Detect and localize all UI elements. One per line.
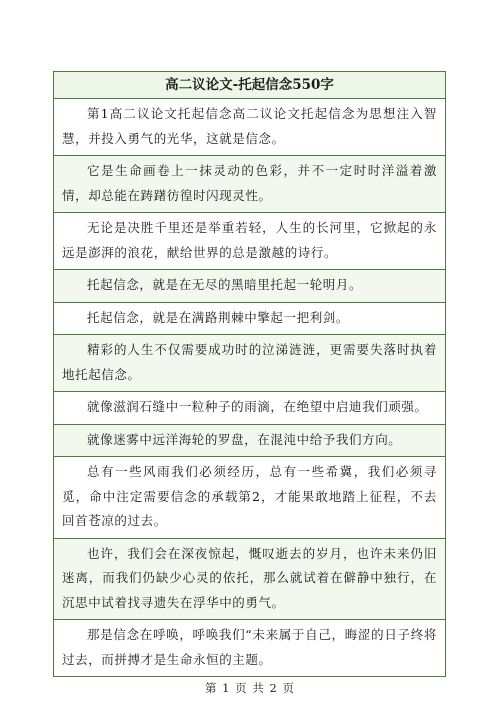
essay-title: 高二议论文-托起信念550字 [54, 72, 446, 99]
paragraph-row [54, 335, 446, 392]
paragraph-9: 总有一些风雨我们必须经历，总有一些希冀，我们必须寻觅，命中注定需要信念的承载第2，才能果敢地踏上征程，不去回首苍凉的过去。 [62, 464, 437, 528]
paragraph-row [54, 213, 446, 270]
paragraph-4: 托起信念，就是在无尽的黑暗里托起一轮明月。 [87, 277, 363, 292]
paragraph-3: 无论是决胜千里还是举重若轻，人生的长河里，它掀起的永远是澎湃的浪花，献给世界的总是激越的诗行。 [62, 220, 437, 260]
paragraph-2: 它是生命画卷上一抹灵动的色彩，并不一定时时洋溢着激情，却总能在踌躇彷徨时闪现灵性。 [62, 163, 437, 203]
paragraph-7: 就像滋润石缝中一粒种子的雨滴，在绝望中启迪我们顽强。 [87, 399, 428, 414]
paragraph-row [54, 620, 446, 677]
paragraph-1: 第1高二议论文托起信念高二议论文托起信念为思想注入智慧，并投入勇气的光华，这就是信念。 [62, 106, 437, 146]
paragraph-8: 就像迷雾中远洋海轮的罗盘，在混沌中给予我们方向。 [87, 431, 402, 447]
paragraph-6: 精彩的人生不仅需要成功时的泣涕涟涟，更需要失落时执着地托起信念。 [62, 342, 437, 382]
paragraph-10: 也许，我们会在深夜惊起，慨叹逝去的岁月，也许未来仍旧迷离，而我们仍缺少心灵的依托，那么就试着在僻静中独行，在沉思中试着找寻遗失在浮华中的勇气。 [62, 545, 437, 610]
paragraph-row [54, 457, 446, 539]
paragraph-11: 那是信念在呼唤，呼唤我们“未来属于自己，晦涩的日子终将过去，而拼搏才是生命永恒的主题。 [62, 627, 437, 667]
paragraph-row [54, 99, 446, 156]
paragraph-row [54, 270, 446, 303]
page-footer: 第 1 页 共 2 页 [205, 681, 295, 695]
paragraph-row [54, 538, 446, 620]
paragraph-row [54, 424, 446, 457]
paragraph-row [54, 156, 446, 213]
paragraph-row [54, 302, 446, 335]
essay-table [53, 71, 446, 677]
title-row [54, 72, 446, 99]
paragraph-row [54, 392, 446, 425]
paragraph-5: 托起信念，就是在满路荆棘中擎起一把利剑。 [87, 309, 350, 325]
